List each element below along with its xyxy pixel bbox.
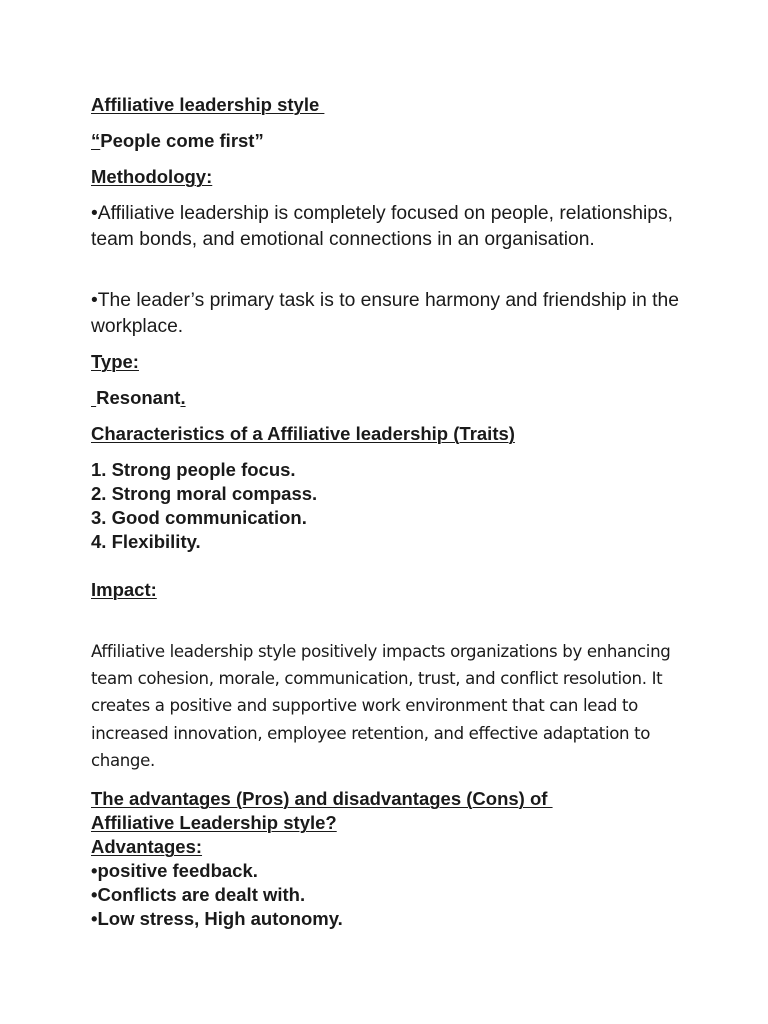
- pros-cons-section: [91, 787, 553, 931]
- quote-line: [91, 129, 264, 153]
- pros-cons-heading-line-2: Affiliative Leadership style?: [91, 812, 337, 833]
- quote-text: People come first”: [100, 130, 264, 151]
- list-item: 2. Strong moral compass.: [91, 483, 318, 504]
- characteristics-list: [91, 458, 317, 554]
- methodology-heading: Methodology:: [91, 166, 213, 187]
- document-title: Affiliative leadership style: [91, 94, 325, 115]
- quote-open-mark: “: [91, 130, 101, 151]
- list-item: 1. Strong people focus.: [91, 459, 296, 480]
- list-item: 3. Good communication.: [91, 507, 307, 528]
- methodology-point-2: •The leader’s primary task is to ensure harmony and friendship in the workplace.: [91, 290, 679, 337]
- type-value-line: [91, 386, 186, 410]
- list-item: •Conflicts are dealt with.: [91, 884, 306, 905]
- pros-cons-heading-line-1: The advantages (Pros) and disadvantages (Cons) of: [91, 788, 553, 809]
- list-item: 4. Flexibility.: [91, 531, 201, 552]
- type-heading: Type:: [91, 351, 139, 372]
- impact-paragraph: Affiliative leadership style positively impacts organizations by enhancing team cohesion, morale, communication, trust, and conflict resolution. It creates a positive and supportive work environment that can lead to increased innovation, employee retention, and effective adaptation to change.: [91, 642, 671, 770]
- impact-heading: Impact:: [91, 579, 157, 600]
- methodology-point-1: •Affiliative leadership is completely focused on people, relationships, team bonds, and emotional connections in an organisation.: [91, 203, 673, 250]
- type-value: Resonant: [96, 387, 181, 408]
- advantages-heading: Advantages:: [91, 836, 203, 857]
- list-item: •positive feedback.: [91, 860, 258, 881]
- characteristics-heading: Characteristics of a Affiliative leadership (Traits): [91, 423, 515, 444]
- list-item: •Low stress, High autonomy.: [91, 908, 343, 929]
- type-period: .: [180, 387, 186, 408]
